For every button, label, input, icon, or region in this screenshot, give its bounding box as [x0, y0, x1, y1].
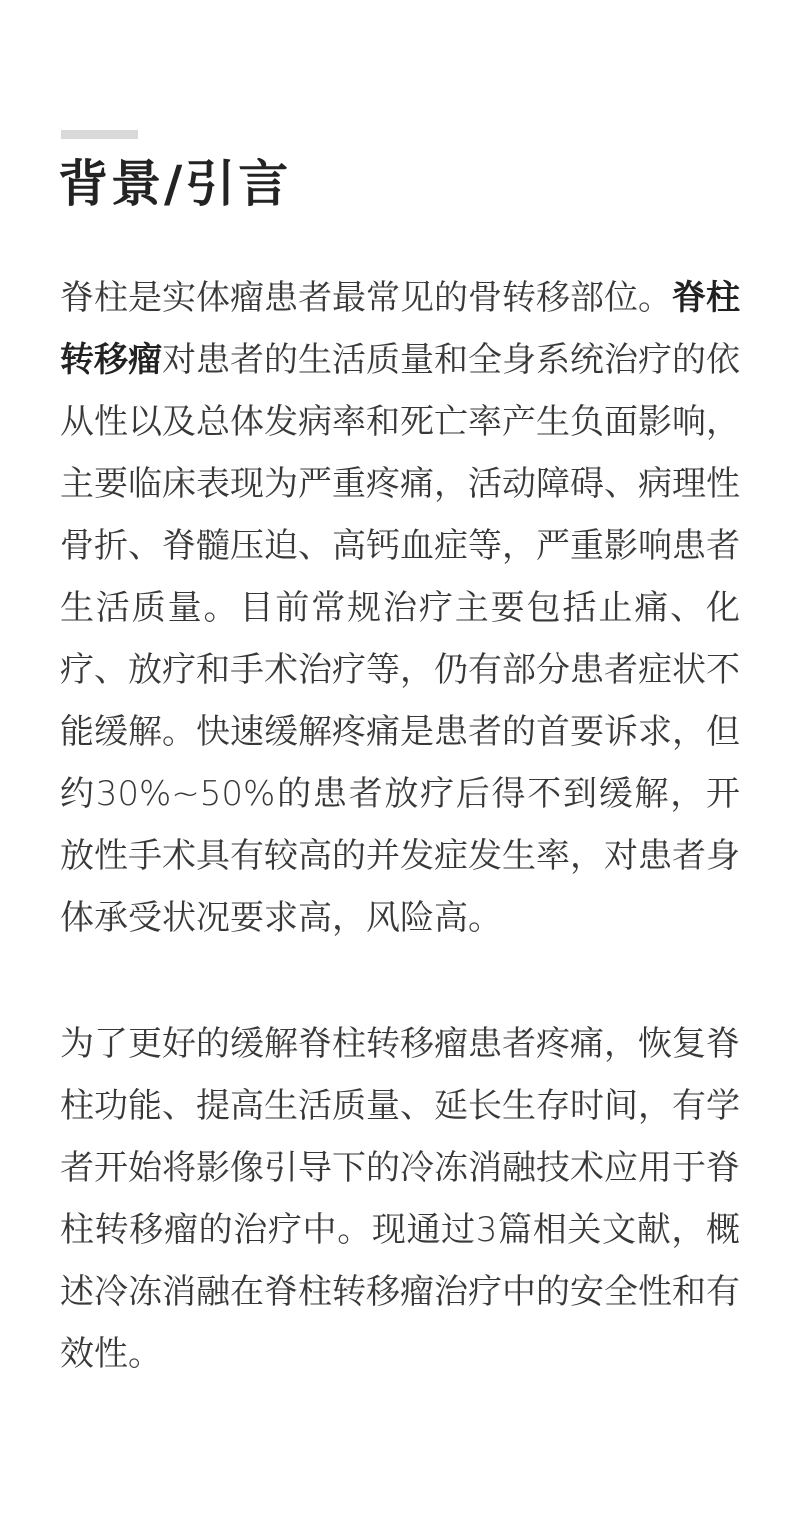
text-segment: 对患者的生活质量和全身系统治疗的依从性以及总体发病率和死亡率产生负面影响，主要临床表现为严重疼痛，活动障碍、病理性骨折、脊髓压迫、高钙血症等，严重影响患者生活质量。目前常规治疗主要包括止痛、化疗、放疗和手术治疗等，仍有部分患者症状不能缓解。快速缓解疼痛是患者的首要诉求，但约30%~50%的患者放疗后得不到缓解，开放性手术具有较高的并发症发生率，对患者身体承受状况要求高，风险高。 — [60, 340, 740, 938]
section-title: 背景/引言 — [58, 154, 292, 213]
paragraph-purpose — [60, 1013, 740, 1385]
paragraph-background — [60, 267, 740, 949]
article-body — [60, 267, 740, 1385]
text-segment: 脊柱是实体瘤患者最常见的骨转移部位。 — [60, 278, 672, 318]
text-segment: 为了更好的缓解脊柱转移瘤患者疼痛，恢复脊柱功能、提高生活质量、延长生存时间，有学者开始将影像引导下的冷冻消融技术应用于脊柱转移瘤的治疗中。现通过3篇相关文献，概述冷冻消融在脊柱转移瘤治疗中的安全性和有效性。 — [60, 1024, 740, 1374]
bold-term: 脊柱转移瘤 — [60, 278, 740, 380]
section-accent-bar — [61, 130, 138, 139]
